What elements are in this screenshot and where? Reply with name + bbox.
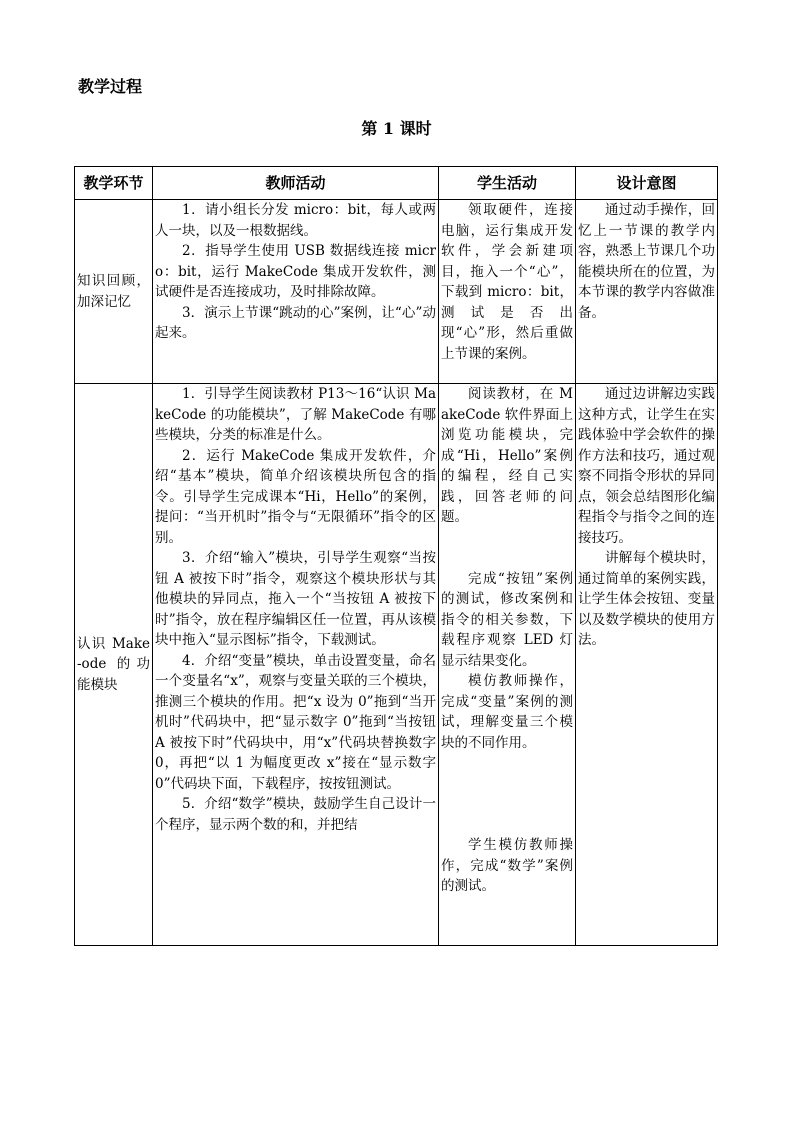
table-row <box>75 200 718 384</box>
student-activity: 领取硬件，连接电脑，运行集成开发软件，学会新建项目，拖入一个“心”，下载到 micro：bit，测试是否出现“心”形，然后重做上节课的案例。 <box>441 202 573 362</box>
lesson-table <box>74 166 718 946</box>
student-activity: 学生模仿教师操作，完成“数学”案例的测试。 <box>441 837 573 894</box>
stage-label: 知识回顾，加深记忆 <box>77 273 150 310</box>
header-stage: 教学环节 <box>75 167 153 200</box>
stage-label: 认识 Make-ode 的功能模块 <box>77 635 150 693</box>
header-design: 设计意图 <box>576 167 718 200</box>
stage-cell <box>75 384 153 946</box>
teacher-step: 5．介绍“数学”模块，鼓励学生自己设计一个程序，显示两个数的和，并把结 <box>155 796 436 833</box>
teacher-cell <box>153 384 439 946</box>
teacher-step: 3．演示上节课“跳动的心”案例，让“心”动起来。 <box>155 304 436 341</box>
design-intent: 讲解每个模块时，通过简单的案例实践，让学生体会按钮、变量以及数学模块的使用方法。 <box>578 550 715 648</box>
page-heading: 教学过程 <box>78 77 143 96</box>
teacher-cell <box>153 200 439 384</box>
student-activity: 模仿教师操作，完成“变量”案例的测试，理解变量三个模块的不同作用。 <box>441 673 573 751</box>
design-intent: 通过动手操作，回忆上一节课的教学内容，熟悉上节课几个功能模块所在的位置，为本节课的教学内容做准备。 <box>578 202 715 321</box>
teacher-step: 1．引导学生阅读教材 P13～16“认识 MakeCode 的功能模块”，了解 MakeCode 有哪些模块，分类的标准是什么。 <box>155 386 436 443</box>
teacher-step: 2．运行 MakeCode 集成开发软件，介绍“基本”模块，简单介绍该模块所包含的指令。引导学生完成课本“Hi，Hello”的案例，提问：“当开机时”指令与“无限循环”指令的区别。 <box>155 447 436 546</box>
student-activity: 完成“按钮”案例的测试，修改案例和指令的相关参数，下载程序观察 LED 灯显示结果变化。 <box>441 570 573 669</box>
design-intent: 通过边讲解边实践这种方式，让学生在实践体验中学会软件的操作方法和技巧，通过观察不同指令形状的异同点，领会总结图形化编程指令与指令之间的连接技巧。 <box>578 386 715 546</box>
teacher-step: 4．介绍“变量”模块，单击设置变量，命名一个变量名“x”，观察与变量关联的三个模块，推测三个模块的作用。把“x 设为 0”拖到“当开机时”代码块中，把“显示数字 0”拖到“当按钮 A 被按下时”代码块中，用“x”代码块替换数字 0，再把“以 1 为幅度更改 x”接在“显示数字 0”代码块下面，下载程序，按按钮测试。 <box>155 652 436 792</box>
lesson-title: 第 1 课时 <box>361 119 432 138</box>
student-cell <box>439 200 576 384</box>
teacher-step: 1．请小组长分发 micro：bit，每人或两人一块，以及一根数据线。 <box>155 202 436 239</box>
student-activity: 阅读教材，在 MakeCode 软件界面上浏览功能模块，完成“Hi，Hello”案例的编程，经自己实践，回答老师的问题。 <box>441 386 573 525</box>
header-teacher: 教师活动 <box>153 167 439 200</box>
table-header-row <box>75 167 718 200</box>
student-cell <box>439 384 576 946</box>
header-student: 学生活动 <box>439 167 576 200</box>
stage-cell <box>75 200 153 384</box>
design-cell <box>576 384 718 946</box>
teacher-step: 2．指导学生使用 USB 数据线连接 micro：bit，运行 MakeCode 集成开发软件，测试硬件是否连接成功，及时排除故障。 <box>155 243 436 300</box>
teacher-step: 3．介绍“输入”模块，引导学生观察“当按钮 A 被按下时”指令，观察这个模块形状与其他模块的异同点，拖入一个“当按钮 A 被按下时”指令，放在程序编辑区任一位置，再从该模块中拖入“显示图标”指令，下载测试。 <box>155 550 436 648</box>
table-row <box>75 384 718 946</box>
design-cell <box>576 200 718 384</box>
